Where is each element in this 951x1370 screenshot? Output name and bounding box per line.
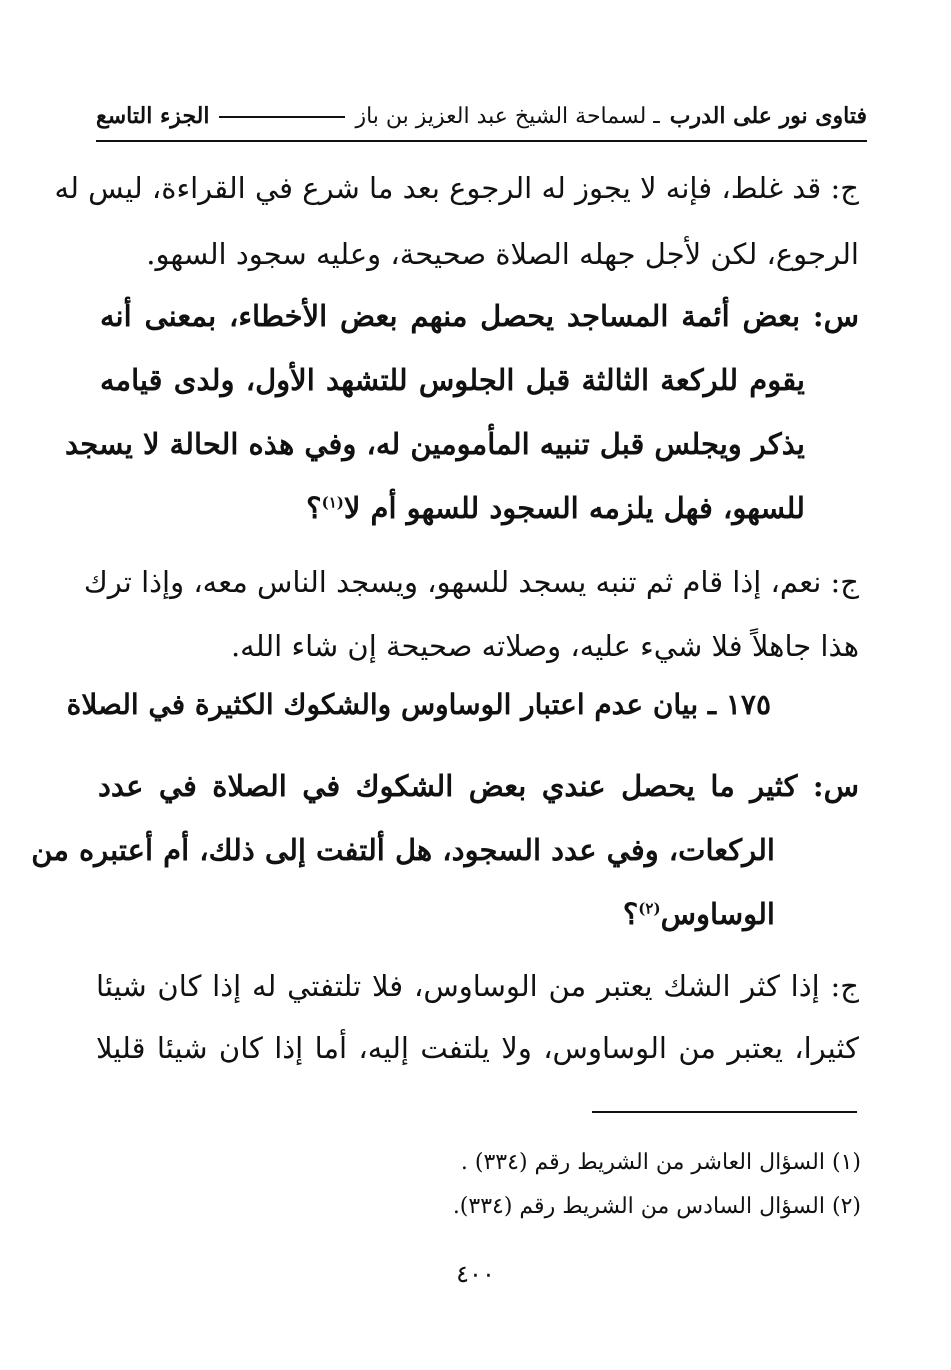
- page-number: ٤٠٠: [456, 1260, 495, 1288]
- header-rule: [96, 140, 867, 142]
- footnote-ref-1: (١): [321, 493, 344, 512]
- header-book-title: فتاوى نور على الدرب: [669, 103, 867, 129]
- header-part: الجزء التاسع: [96, 103, 210, 129]
- footnote-2: (٢) السؤال السادس من الشريط رقم (٣٣٤).: [452, 1194, 861, 1219]
- header-dash: [219, 116, 345, 118]
- footnote-1: (١) السؤال العاشر من الشريط رقم (٣٣٤) .: [460, 1150, 861, 1175]
- section-title: ١٧٥ ـ بيان عدم اعتبار الوساوس والشكوك الكثيرة في الصلاة: [66, 688, 771, 721]
- footnote-separator: [592, 1111, 857, 1113]
- footnote-ref-2: (٢): [638, 899, 661, 918]
- running-header: [96, 96, 867, 136]
- header-author: ـ لسماحة الشيخ عبد العزيز بن باز: [355, 103, 660, 129]
- page: فتاوى نور على الدرب ـ لسماحة الشيخ عبد العزيز بن باز الجزء التاسع ج: قد غلط، فإنه لا يجوز له الرجوع بعد ما شرع في القراءة، ليس له الرجوع، لكن لأجل جهله الصلاة صحيحة، وعليه سجود السهو. س: بعض أئمة المساجد يحصل منهم بعض الأخطاء، بمعنى أنه يقوم للركعة الثالثة قبل الجلوس للتشهد الأول، ولدى قيامه يذكر ويجلس قبل تنبيه المأمومين له، وفي هذه الحالة لا يسجد للسهو، فهل يلزمه السجود للسهو أم لا$^{(١)}$؟ ج: نعم، إذا قام ثم تنبه يسجد للسهو، ويسجد الناس معه، وإذا ترك هذا جاهلاً فلا شيء عليه، وصلاته صحيحة إن شاء الله. ١٧٥ ـ بيان عدم اعتبار الوساوس والشكوك الكثيرة في الصلاة س: كثير ما يحصل عندي بعض الشكوك في الصلاة في عدد الركعات، وفي عدد السجود، هل ألتفت إلى ذلك، أم أعتبره من الوساوس$^{(٢)}$؟ ج: إذا كثر الشك يعتبر من الوساوس، فلا تلتفتي له إذا كان شيئا كثيرا، يعتبر من الوساوس، ولا يلتفت إليه، أما إذا كان شيئا قليلا (١) السؤال العاشر من الشريط رقم (٣٣٤) . (٢) السؤال السادس من الشريط رقم (٣٣٤). ٤٠٠: [0, 0, 951, 1370]
